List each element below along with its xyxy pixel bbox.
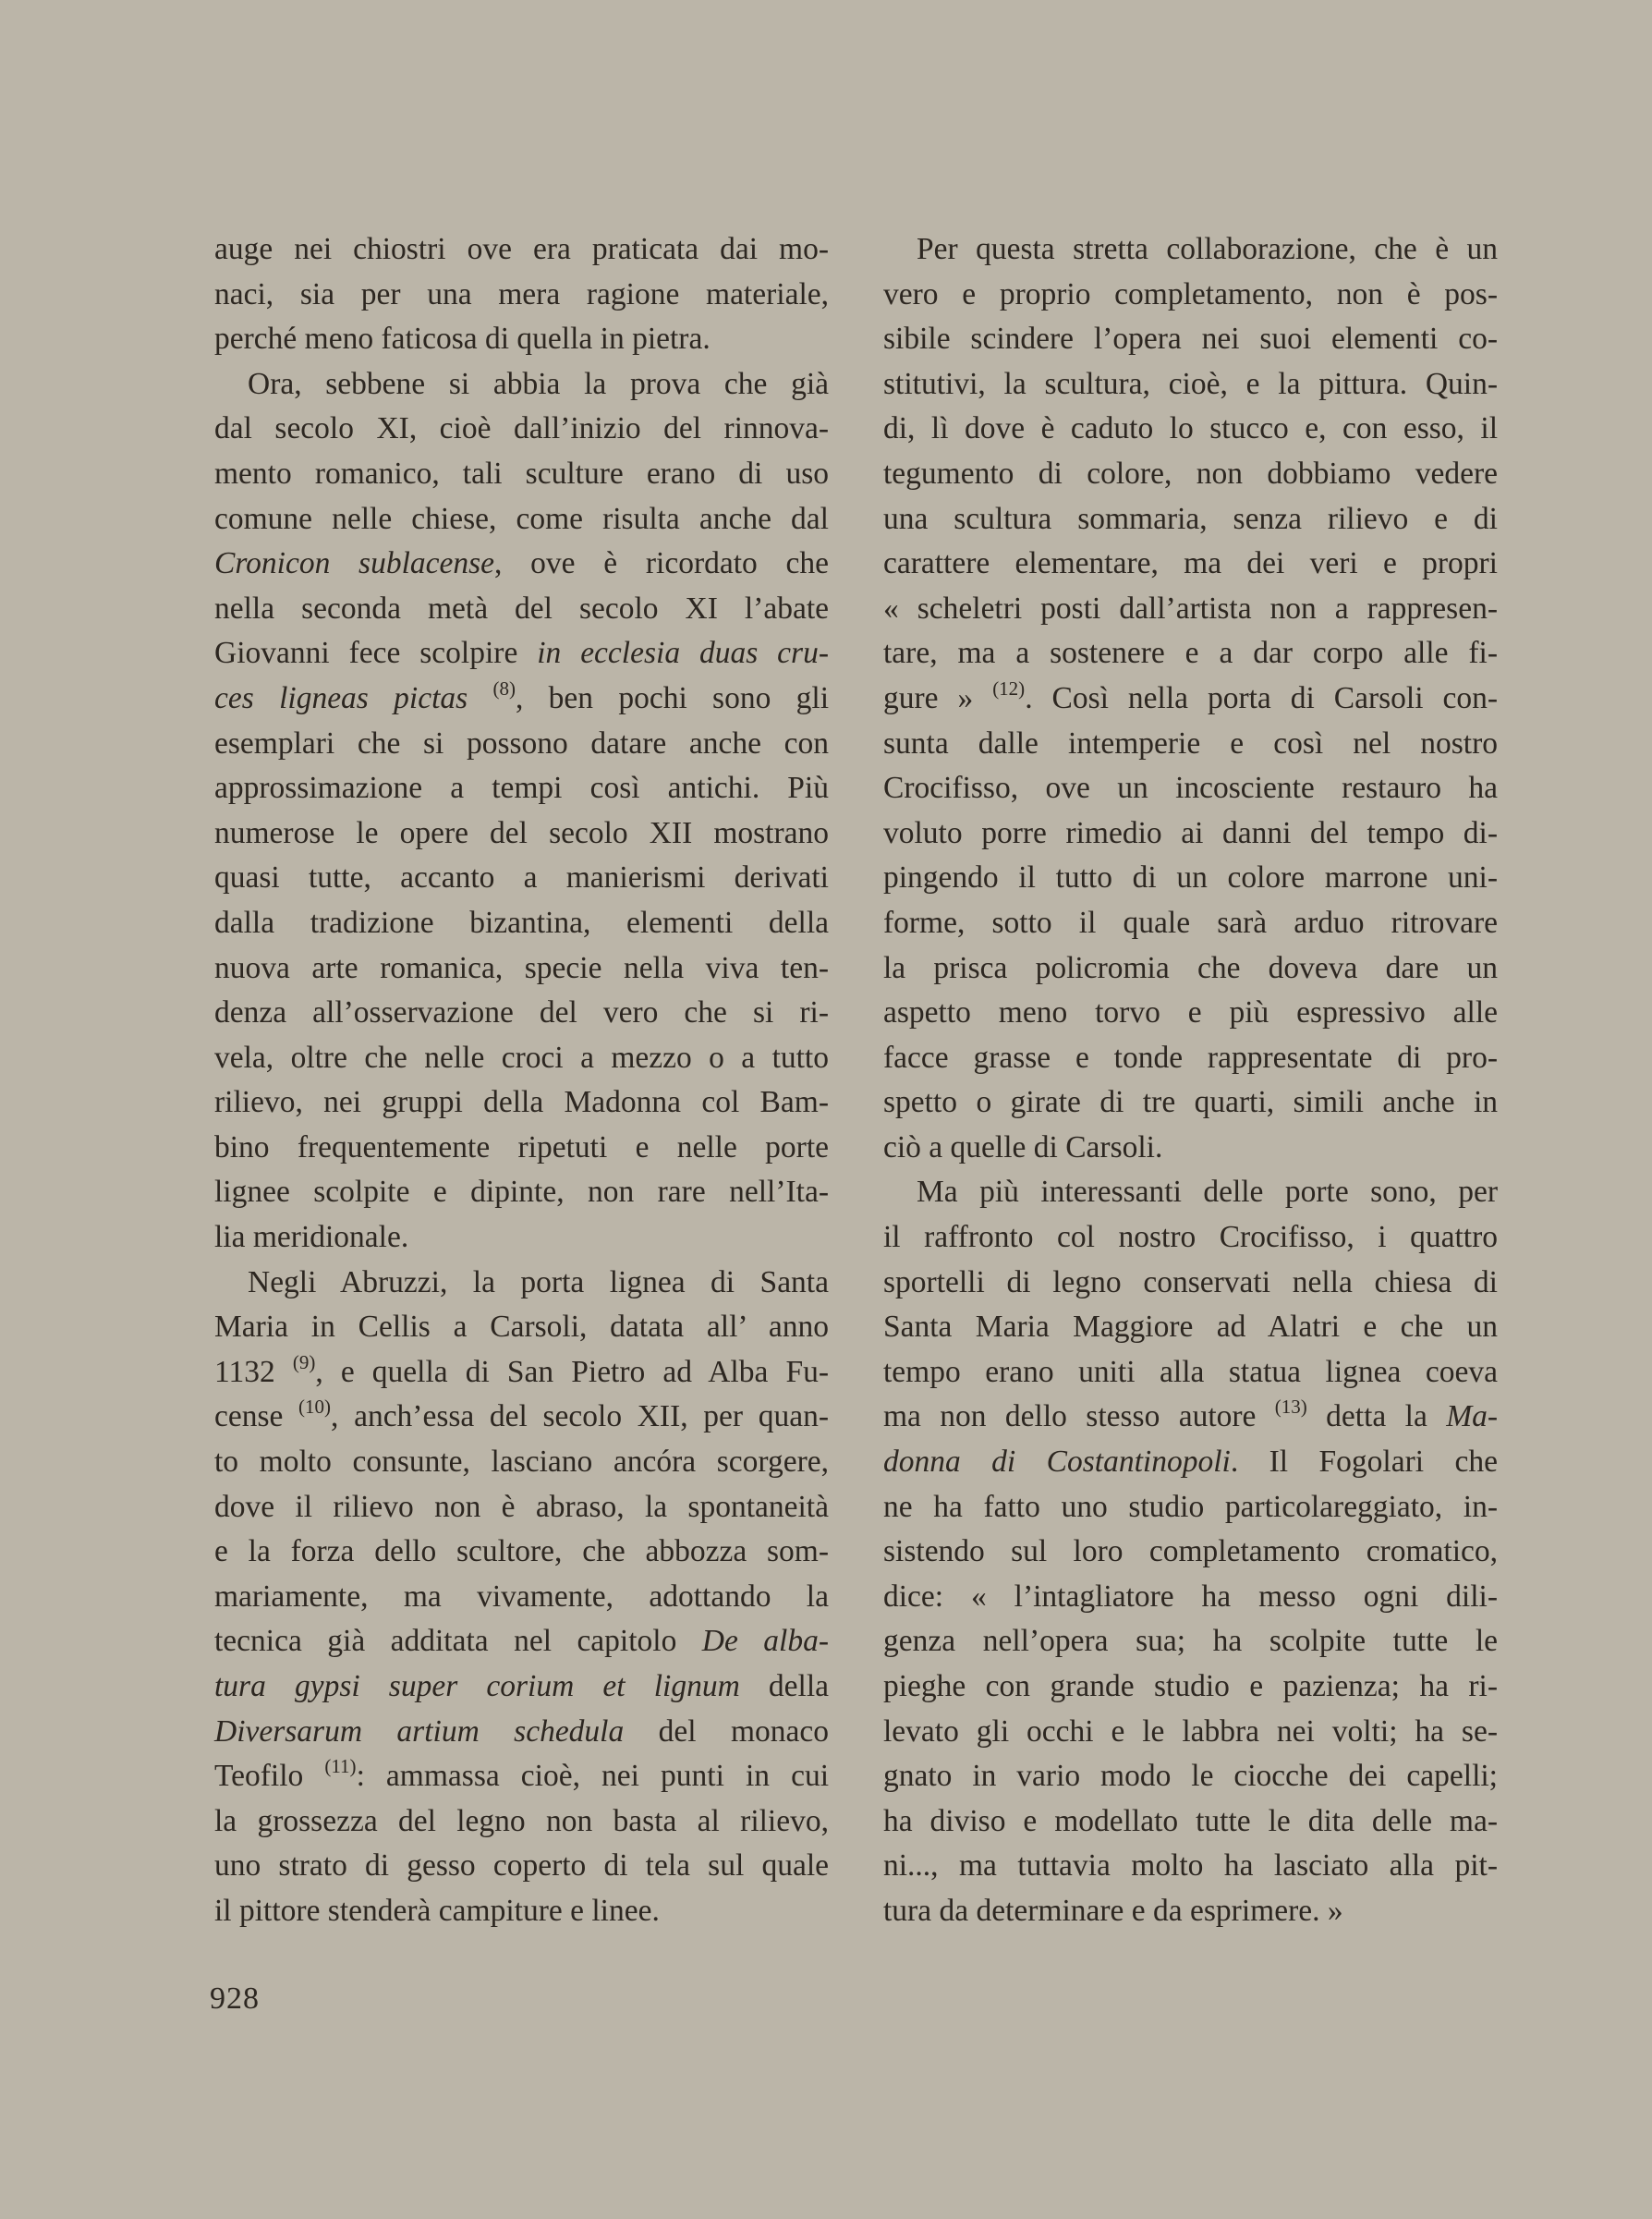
text-line: 1132 $^{(9)}$, e quella di San Pietro ad Alba Fu-	[214, 1350, 829, 1389]
text-line: dice: « l’intagliatore ha messo ogni dili-	[883, 1579, 1498, 1614]
text-line: carattere elementare, ma dei veri e propri	[883, 546, 1498, 581]
text-line: tare, ma a sostenere e a dar corpo alle fi-	[883, 636, 1498, 671]
text-line: il raffronto col nostro Crocifisso, i quattro	[883, 1220, 1498, 1255]
text-line: tura gypsi super corium et lignum della	[214, 1669, 829, 1703]
text-line: dove il rilievo non è abraso, la spontaneità	[214, 1489, 829, 1524]
text-line: genza nell’opera sua; ha scolpite tutte le	[883, 1624, 1498, 1659]
text-line: spetto o girate di tre quarti, simili anche in	[883, 1085, 1498, 1120]
text-line: gure » $^{(12)}$. Così nella porta di Carsoli con-	[883, 677, 1498, 715]
text-line: sibile scindere l’opera nei suoi elementi co-	[883, 322, 1498, 357]
text-line: dal secolo XI, cioè dall’inizio del rinnova-	[214, 411, 829, 446]
text-line: lignee scolpite e dipinte, non rare nell’Ita-	[214, 1175, 829, 1210]
text-line: facce grasse e tonde rappresentate di pro-	[883, 1040, 1498, 1075]
footnote-ref[interactable]: (12)	[992, 677, 1026, 700]
text-line: numerose le opere del secolo XII mostrano	[214, 815, 829, 850]
text-line: la prisca policromia che doveva dare un	[883, 950, 1498, 985]
text-line: il pittore stenderà campiture e linee.	[214, 1893, 660, 1928]
text-line: vero e proprio completamento, non è pos-	[883, 276, 1498, 311]
text-line: cense $^{(10)}$, anch’essa del secolo XII, per quan-	[214, 1396, 829, 1434]
text-line: Maria in Cellis a Carsoli, datata all’ anno	[214, 1310, 829, 1345]
text-line: nella seconda metà del secolo XI l’abate	[214, 591, 829, 626]
text-line: di, lì dove è caduto lo stucco e, con esso, il	[883, 411, 1498, 446]
text-line: sunta dalle intemperie e così nel nostro	[883, 725, 1498, 761]
text-line: aspetto meno torvo e più espressivo alle	[883, 995, 1498, 1030]
text-line: mento romanico, tali sculture erano di uso	[214, 456, 829, 491]
text-line: ni..., ma tuttavia molto ha lasciato alla pit-	[883, 1848, 1498, 1884]
text-line: rilievo, nei gruppi della Madonna col Bam-	[214, 1085, 829, 1120]
text-line: Santa Maria Maggiore ad Alatri e che un	[883, 1310, 1498, 1345]
text-line: e la forza dello scultore, che abbozza som-	[214, 1534, 829, 1569]
text-line: vela, oltre che nelle croci a mezzo o a tutto	[214, 1040, 829, 1075]
text-line: Negli Abruzzi, la porta lignea di Santa	[248, 1264, 829, 1299]
text-line: Per questa stretta collaborazione, che è un	[917, 232, 1498, 266]
text-line: levato gli occhi e le labbra nei volti; ha se-	[883, 1713, 1498, 1749]
text-line: nuova arte romanica, specie nella viva ten-	[214, 950, 829, 985]
right-text-column	[883, 227, 1498, 1934]
text-line: forme, sotto il quale sarà arduo ritrovare	[883, 905, 1498, 940]
text-line: « scheletri posti dall’artista non a rappresen-	[883, 591, 1498, 626]
text-line: Cronicon sublacense, ove è ricordato che	[214, 546, 829, 581]
text-line: uno strato di gesso coperto di tela sul quale	[214, 1848, 829, 1884]
text-line: stitutivi, la scultura, cioè, e la pittura. Quin-	[883, 366, 1498, 401]
text-line: ciò a quelle di Carsoli.	[883, 1129, 1163, 1164]
text-line: voluto porre rimedio ai danni del tempo di-	[883, 815, 1498, 850]
text-line: la grossezza del legno non basta al rilievo,	[214, 1803, 829, 1838]
text-line: ne ha fatto uno studio particolareggiato, in-	[883, 1489, 1498, 1524]
text-line: quasi tutte, accanto a manierismi derivati	[214, 860, 829, 896]
text-line: ces ligneas pictas $^{(8)}$, ben pochi sono gli	[214, 677, 830, 715]
text-line: mariamente, ma vivamente, adottando la	[214, 1579, 829, 1614]
text-line: comune nelle chiese, come risulta anche dal	[214, 501, 829, 536]
page-number: 928	[210, 1981, 260, 2016]
text-line: tura da determinare e da esprimere. »	[883, 1893, 1343, 1928]
text-line: donna di Costantinopoli. Il Fogolari che	[883, 1445, 1498, 1480]
footnote-ref[interactable]: (9)	[292, 1350, 316, 1373]
text-line: sistendo sul loro completamento cromatico,	[883, 1534, 1498, 1569]
footnote-ref[interactable]: (10)	[298, 1396, 332, 1419]
text-line: Teofilo $^{(11)}$: ammassa cioè, nei punti in cui	[214, 1755, 829, 1794]
text-line: Giovanni fece scolpire in ecclesia duas cru-	[214, 636, 829, 671]
text-line: tecnica già additata nel capitolo De alba-	[214, 1624, 829, 1659]
text-line: pieghe con grande studio e pazienza; ha ri-	[883, 1669, 1498, 1703]
text-line: Ma più interessanti delle porte sono, per	[917, 1175, 1498, 1210]
text-line: naci, sia per una mera ragione materiale,	[214, 276, 829, 311]
text-line: Crocifisso, ove un incosciente restauro ha	[883, 771, 1498, 806]
text-line: pingendo il tutto di un colore marrone uni-	[883, 860, 1498, 896]
text-line: bino frequentemente ripetuti e nelle porte	[214, 1129, 829, 1164]
text-line: una scultura sommaria, senza rilievo e di	[883, 501, 1498, 536]
footnote-ref[interactable]: (11)	[324, 1755, 357, 1778]
text-line: lia meridionale.	[214, 1220, 409, 1255]
text-line: auge nei chiostri ove era praticata dai mo-	[214, 232, 829, 266]
footnote-ref[interactable]: (13)	[1274, 1396, 1307, 1419]
text-line: gnato in vario modo le ciocche dei capelli;	[883, 1759, 1498, 1794]
text-line: approssimazione a tempi così antichi. Più	[214, 771, 829, 806]
text-line: dalla tradizione bizantina, elementi della	[214, 905, 829, 940]
footnote-ref[interactable]: (8)	[492, 677, 516, 700]
text-line: perché meno faticosa di quella in pietra.	[214, 322, 711, 357]
text-line: to molto consunte, lasciano ancóra scorgere,	[214, 1445, 829, 1480]
text-line: sportelli di legno conservati nella chiesa di	[883, 1264, 1498, 1299]
text-line: Diversarum artium schedula del monaco	[214, 1713, 829, 1749]
text-line: denza all’osservazione del vero che si ri-	[214, 995, 829, 1030]
text-line: ma non dello stesso autore $^{(13)}$ detta la Ma-	[883, 1396, 1498, 1434]
left-text-column	[214, 227, 829, 1934]
text-line: tegumento di colore, non dobbiamo vedere	[883, 456, 1498, 491]
text-line: Ora, sebbene si abbia la prova che già	[248, 366, 829, 401]
text-line: tempo erano uniti alla statua lignea coeva	[883, 1354, 1498, 1389]
text-line: esemplari che si possono datare anche con	[214, 725, 829, 761]
text-line: ha diviso e modellato tutte le dita delle ma-	[883, 1803, 1498, 1838]
